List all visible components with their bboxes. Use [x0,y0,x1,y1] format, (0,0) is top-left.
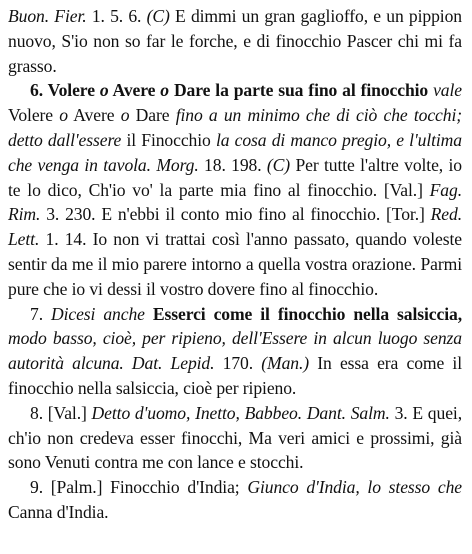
text-run: Volere [8,105,60,126]
text-run: fino a un minimo che di ciò che tocchi; detto dall'essere [8,105,462,150]
text-run: Avere [108,80,161,101]
entry-9-finocchio-d-india [8,475,462,525]
text-run: Buon. Fier. [8,6,92,26]
text-run: o [99,80,109,101]
text-run: Morg. [156,154,199,175]
text-run: modo basso, cioè, per ripieno, dell'Essere in alcun luogo senza autorità alcuna. Dat. Lepid. [8,328,462,374]
text-run: Detto d'uomo, Inetto, Babbeo. Dant. Salm. [91,402,390,423]
entry-citation-buonarroti [8,4,462,78]
entry-7-esserci-come-finocchio [8,302,462,401]
text-run: (C) [146,6,170,26]
text-run: 3. E quei, ch'io non credeva esser finocchi, Ma veri amici e prossimi, già sono Venuti contra me con lance e stocchi. [8,402,462,473]
text-run: 1. 14. Io non vi trattai così l'anno passato, quando voleste sentir da me il mio parere intorno a quella vostra orazione. Parmi pure che io vi dessi il vostro dovere fino al finocchio. [8,229,462,299]
text-run: vale [433,80,462,101]
text-run: Esserci come il finocchio nella salsiccia, [144,303,462,324]
text-run: Canna d'India. [8,501,109,522]
text-run: (C) [266,154,291,175]
text-run: o [120,105,130,126]
text-run: Giunco d'India, lo stesso che [247,477,462,498]
text-run: Avere [67,105,121,126]
text-run: 6. Volere [30,80,100,101]
text-run: 7. [30,303,51,324]
text-run: 3. 230. E n'ebbi il conto mio fino al finocchio. [Tor.] [40,204,431,225]
text-run: Per tutte l'altre volte, io te lo dico, Ch'io vo' la parte mia fino al finocchio. [Val.] [8,154,462,200]
text-run: Dare [129,105,176,126]
text-run: Dare la parte sua fino al finocchio [169,80,434,101]
text-run: la cosa di manco pregio, e l'ultima che venga in tavola. [8,129,462,175]
text-run: 1. 5. 6. [91,6,147,26]
text-run: 170. [214,353,262,374]
text-run: In essa era come il finocchio nella salsiccia, cioè per ripieno. [8,353,462,398]
text-run: il Finocchio [121,129,216,150]
text-run: Fag. Rim. [8,179,462,225]
text-run: Red. Lett. [8,204,462,250]
text-run: E dimmi un gran gaglioffo, e un pippion nuovo, S'io non so far le forche, e di finocchio Pascer chi mi fa grasso. [8,6,462,76]
entry-8-detto-d-uomo [8,401,462,475]
text-run: o [160,80,169,101]
text-run: 8. [Val.] [30,402,92,423]
entry-6-volere-avere-dare [8,78,462,301]
text-run: (Man.) [261,353,310,374]
text-run: 9. [Palm.] Finocchio d'India; [30,477,248,498]
text-run: o [59,105,68,126]
text-run: 18. 198. [198,154,267,175]
text-run: Dicesi anche [51,303,145,324]
